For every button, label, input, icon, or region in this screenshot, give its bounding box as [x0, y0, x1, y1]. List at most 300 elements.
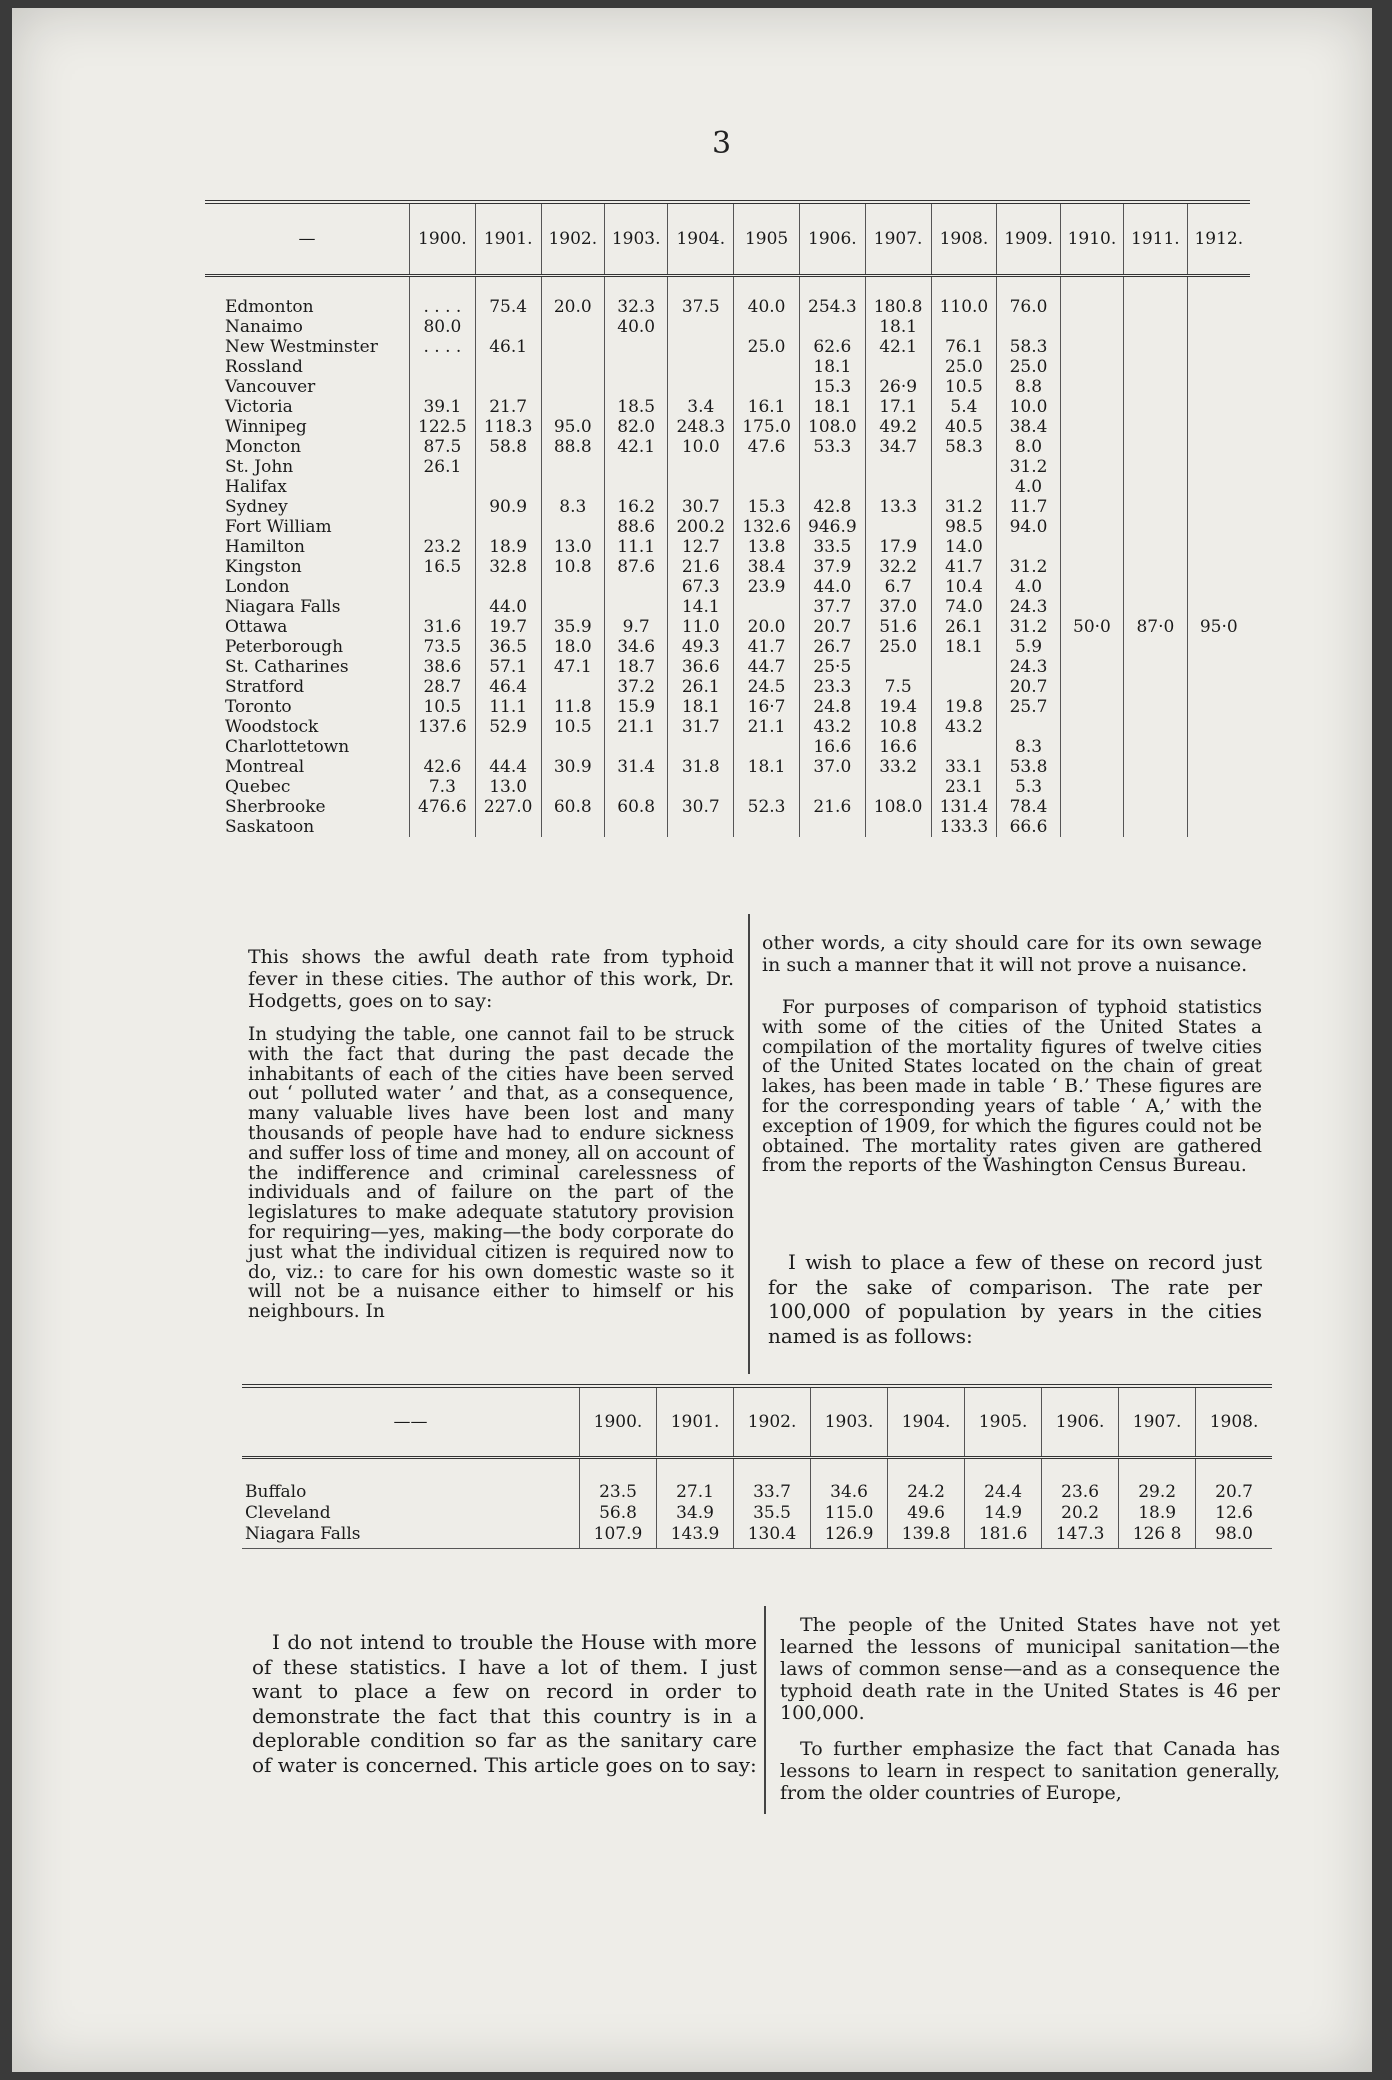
table-row [205, 797, 1250, 817]
rate-cell [1124, 317, 1187, 337]
rate-cell [1124, 417, 1187, 437]
rate-cell [1187, 437, 1250, 457]
rate-cell: 18.1 [799, 397, 865, 417]
rate-cell: 15.9 [604, 697, 667, 717]
rate-cell [1187, 557, 1250, 577]
table-row [205, 276, 1250, 318]
rate-cell [997, 537, 1060, 557]
rate-cell: 56.8 [580, 1503, 657, 1524]
rate-cell: 16.5 [410, 557, 476, 577]
rate-cell: 19.7 [475, 617, 541, 637]
rate-cell: 11.1 [604, 537, 667, 557]
rate-cell: 53.8 [997, 757, 1060, 777]
rate-cell: 10.5 [410, 697, 476, 717]
rate-cell: 9.7 [604, 617, 667, 637]
rate-cell: 20.7 [997, 677, 1060, 697]
table-row [205, 597, 1250, 617]
rate-cell [1187, 657, 1250, 677]
rate-cell: 23.2 [410, 537, 476, 557]
column-header-year: 1907. [1119, 1386, 1196, 1458]
rate-cell [799, 317, 865, 337]
column-header-label: —— [242, 1386, 580, 1458]
column-header-year: 1902. [541, 202, 604, 276]
rate-cell: 38.4 [734, 557, 800, 577]
rate-cell: 18.9 [475, 537, 541, 557]
rate-cell: 18.7 [604, 657, 667, 677]
rate-cell: 31.2 [997, 457, 1060, 477]
table-row [205, 457, 1250, 477]
rate-cell: 108.0 [865, 797, 931, 817]
rate-cell [865, 817, 931, 837]
rate-cell: 57.1 [475, 657, 541, 677]
rate-cell: 21.1 [734, 717, 800, 737]
rate-cell [541, 517, 604, 537]
rate-cell: 37.0 [799, 757, 865, 777]
rate-cell: 8.8 [997, 377, 1060, 397]
rate-cell: 20.0 [541, 276, 604, 318]
rate-cell: 37.2 [604, 677, 667, 697]
rate-cell [604, 737, 667, 757]
rate-cell: 32.2 [865, 557, 931, 577]
rate-cell [541, 377, 604, 397]
rate-cell: 30.7 [668, 497, 734, 517]
rate-cell [604, 777, 667, 797]
rate-cell [1124, 597, 1187, 617]
rate-cell [1187, 797, 1250, 817]
rate-cell: 18.0 [541, 637, 604, 657]
column-header-year: 1906. [799, 202, 865, 276]
rate-cell: 24.3 [997, 597, 1060, 617]
rate-cell: 8.3 [997, 737, 1060, 757]
rate-cell: 5.3 [997, 777, 1060, 797]
rate-cell [865, 517, 931, 537]
city-name: Nanaimo [225, 317, 303, 337]
column-header-label: — [205, 202, 410, 276]
rate-cell [1187, 317, 1250, 337]
rate-cell: 31.4 [604, 757, 667, 777]
rate-cell: 88.8 [541, 437, 604, 457]
table-row [205, 657, 1250, 677]
rate-cell: 44.0 [799, 577, 865, 597]
rate-cell [1060, 677, 1123, 697]
rate-cell [1060, 397, 1123, 417]
table-row [205, 737, 1250, 757]
rate-cell: 40.5 [931, 417, 997, 437]
rate-cell [1060, 797, 1123, 817]
rate-cell [1187, 757, 1250, 777]
paragraph-us-sanitation: The people of the United States have not yet learned the lessons of municipal sanitation—the laws of common sense—and as a consequence the typhoid death rate in the United States is 46 per 100,000. [780, 1614, 1280, 1724]
rate-cell [1187, 777, 1250, 797]
rate-cell: 4.0 [997, 477, 1060, 497]
column-header-year: 1910. [1060, 202, 1123, 276]
rate-cell [734, 817, 800, 837]
rate-cell: 95.0 [541, 417, 604, 437]
rate-cell [1124, 497, 1187, 517]
city-name: St. John [225, 457, 294, 477]
rate-cell: 31.2 [997, 557, 1060, 577]
rate-cell: 21.1 [604, 717, 667, 737]
city-name: Rossland [225, 357, 303, 377]
rate-cell [475, 817, 541, 837]
rate-cell [1187, 717, 1250, 737]
rate-cell: 14.1 [668, 597, 734, 617]
rate-cell [541, 737, 604, 757]
rate-cell: 13.8 [734, 537, 800, 557]
rate-cell [668, 777, 734, 797]
city-name: New Westminster [225, 337, 378, 357]
rate-cell: 38.6 [410, 657, 476, 677]
rate-cell: 16.2 [604, 497, 667, 517]
rate-cell: 49.3 [668, 637, 734, 657]
paragraph-europe: To further emphasize the fact that Canada has lessons to learn in respect to sanitation generally, from the older countries of Europe, [780, 1738, 1280, 1804]
rate-cell: 13.3 [865, 497, 931, 517]
table-row [205, 377, 1250, 397]
rate-cell [734, 737, 800, 757]
rate-cell: 26.7 [799, 637, 865, 657]
rate-cell: 44.4 [475, 757, 541, 777]
rate-cell: 41.7 [734, 637, 800, 657]
rate-cell: 46.4 [475, 677, 541, 697]
rate-cell [604, 477, 667, 497]
column-header-year: 1903. [811, 1386, 888, 1458]
rate-cell [1187, 697, 1250, 717]
rate-cell [475, 357, 541, 377]
rate-cell: 12.7 [668, 537, 734, 557]
page-number: 3 [712, 126, 732, 161]
rate-cell: 108.0 [799, 417, 865, 437]
rate-cell: 26·9 [865, 377, 931, 397]
rate-cell: 16·7 [734, 697, 800, 717]
rate-cell [799, 777, 865, 797]
rate-cell [410, 517, 476, 537]
rate-cell [604, 577, 667, 597]
rate-cell [1060, 637, 1123, 657]
rate-cell: 126.9 [811, 1524, 888, 1549]
rate-cell: 14.9 [965, 1503, 1042, 1524]
rate-cell: 18.5 [604, 397, 667, 417]
rate-cell: 52.9 [475, 717, 541, 737]
rate-cell: 18.9 [1119, 1503, 1196, 1524]
paragraph-statistics: I do not intend to trouble the House with more of these statistics. I have a lot of them. I just want to place a few on record in order to demonstrate the fact that this country is in a deplorable condition so far as the sanitary care of water is concerned. This article goes on to say: [252, 1630, 757, 1777]
rate-cell: 58.3 [931, 437, 997, 457]
rate-cell [865, 657, 931, 677]
column-header-year: 1906. [1042, 1386, 1119, 1458]
rate-cell [1187, 577, 1250, 597]
rate-cell [865, 477, 931, 497]
rate-cell [668, 357, 734, 377]
rate-cell [997, 717, 1060, 737]
rate-cell [1060, 317, 1123, 337]
rate-cell: 43.2 [931, 717, 997, 737]
rate-cell: 25.0 [734, 337, 800, 357]
rate-cell: 20.7 [799, 617, 865, 637]
rate-cell: 17.1 [865, 397, 931, 417]
column-header-year: 1908. [931, 202, 997, 276]
rate-cell [1124, 557, 1187, 577]
rate-cell [1060, 477, 1123, 497]
city-name: Ottawa [225, 617, 288, 637]
rate-cell: 23.1 [931, 777, 997, 797]
rate-cell: 44.7 [734, 657, 800, 677]
rate-cell: 34.6 [811, 1458, 888, 1504]
rate-cell [604, 597, 667, 617]
rate-cell: 11.7 [997, 497, 1060, 517]
rate-cell [1124, 717, 1187, 737]
rate-cell [1124, 397, 1187, 417]
rate-cell: 26.1 [668, 677, 734, 697]
rate-cell [1124, 697, 1187, 717]
rate-cell: 67.3 [668, 577, 734, 597]
rate-cell [604, 457, 667, 477]
rate-cell: 87.6 [604, 557, 667, 577]
table-row [242, 1503, 1272, 1524]
rate-cell: 36.5 [475, 637, 541, 657]
rate-cell: 41.7 [931, 557, 997, 577]
rate-cell [1124, 577, 1187, 597]
rate-cell: 23.3 [799, 677, 865, 697]
rate-cell: 10.0 [997, 397, 1060, 417]
rate-cell: 80.0 [410, 317, 476, 337]
table-row [205, 677, 1250, 697]
table-row [205, 617, 1250, 637]
rate-cell: 94.0 [997, 517, 1060, 537]
rate-cell [1124, 477, 1187, 497]
rate-cell: 62.6 [799, 337, 865, 357]
rate-cell: 35.9 [541, 617, 604, 637]
rate-cell: 10.4 [931, 577, 997, 597]
rate-cell: . . . . [410, 276, 476, 318]
rate-cell: 476.6 [410, 797, 476, 817]
city-name: Moncton [225, 437, 302, 457]
rate-cell [604, 817, 667, 837]
column-header-year: 1900. [410, 202, 476, 276]
rate-cell: 21.7 [475, 397, 541, 417]
rate-cell [541, 577, 604, 597]
rate-cell [865, 357, 931, 377]
paragraph-table-b-intro: For purposes of comparison of typhoid statistics with some of the cities of the United States a compilation of the mortality figures of twelve cities of the United States located on the chain of great lakes, has been made in table ‘ B.’ These figures are for the corresponding years of table ‘ A,’ with the exception of 1909, for which the figures could not be obtained. The mortality rates given are gathered from the reports of the Washington Census Bureau. [762, 997, 1262, 1177]
city-name: Woodstock [225, 717, 319, 737]
city-name: Winnipeg [225, 417, 307, 437]
rate-cell: 12.6 [1196, 1503, 1272, 1524]
rate-cell: 31.2 [997, 617, 1060, 637]
rate-cell: 43.2 [799, 717, 865, 737]
paragraph-intro: This shows the awful death rate from typhoid fever in these cities. The author of this work, Dr. Hodgetts, goes on to say: [248, 946, 734, 1012]
rate-cell: 33.2 [865, 757, 931, 777]
rate-cell [668, 737, 734, 757]
rate-cell: 50·0 [1060, 617, 1123, 637]
rate-cell [1187, 677, 1250, 697]
rate-cell [475, 517, 541, 537]
rate-cell: 131.4 [931, 797, 997, 817]
rate-cell: 13.0 [541, 537, 604, 557]
column-header-year: 1904. [888, 1386, 965, 1458]
city-name: Cleveland [245, 1503, 331, 1523]
rate-cell: 73.5 [410, 637, 476, 657]
rate-cell: 75.4 [475, 276, 541, 318]
rate-cell: 15.3 [799, 377, 865, 397]
rate-cell [734, 477, 800, 497]
rate-cell: 24.2 [888, 1458, 965, 1504]
rate-cell: 26.1 [931, 617, 997, 637]
rate-cell: 37.7 [799, 597, 865, 617]
rate-cell: 66.6 [997, 817, 1060, 837]
city-name: Fort William [225, 517, 332, 537]
column-header-year: 1905. [965, 1386, 1042, 1458]
rate-cell: 35.5 [734, 1503, 811, 1524]
city-name: Edmonton [225, 297, 314, 317]
rate-cell: 40.0 [604, 317, 667, 337]
rate-cell: 33.5 [799, 537, 865, 557]
rate-cell [1060, 457, 1123, 477]
rate-cell: 31.7 [668, 717, 734, 737]
rate-cell: 946.9 [799, 517, 865, 537]
rate-cell: 18.1 [799, 357, 865, 377]
rate-cell [1060, 697, 1123, 717]
city-name: Sydney [225, 497, 288, 517]
rate-cell: 8.3 [541, 497, 604, 517]
rate-cell [1187, 397, 1250, 417]
paragraph-record: I wish to place a few of these on record just for the sake of comparison. The rate per 100,000 of population by years in the cities named is as follows: [768, 1250, 1262, 1348]
rate-cell: 33.1 [931, 757, 997, 777]
city-name: Kingston [225, 557, 302, 577]
rate-cell [931, 657, 997, 677]
rate-cell [541, 457, 604, 477]
rate-cell: 34.7 [865, 437, 931, 457]
city-name: Saskatoon [225, 817, 315, 837]
city-name: Niagara Falls [242, 1524, 580, 1549]
rate-cell [1187, 817, 1250, 837]
rate-cell: 23.9 [734, 577, 800, 597]
rate-cell: 4.0 [997, 577, 1060, 597]
rate-cell [1060, 517, 1123, 537]
rate-cell: 30.7 [668, 797, 734, 817]
rate-cell: 14.0 [931, 537, 997, 557]
rate-cell: 51.6 [865, 617, 931, 637]
rate-cell [475, 577, 541, 597]
column-header-year: 1908. [1196, 1386, 1272, 1458]
rate-cell [1060, 757, 1123, 777]
rate-cell: 47.1 [541, 657, 604, 677]
rate-cell: . . . . [410, 337, 476, 357]
column-header-year: 1903. [604, 202, 667, 276]
rate-cell: 33.7 [734, 1458, 811, 1504]
table-row [205, 357, 1250, 377]
column-divider-bottom [764, 1606, 766, 1814]
rate-cell [1124, 537, 1187, 557]
table-row [205, 397, 1250, 417]
rate-cell [1187, 477, 1250, 497]
rate-cell: 13.0 [475, 777, 541, 797]
rate-cell: 37.9 [799, 557, 865, 577]
rate-cell [1187, 737, 1250, 757]
rate-cell: 76.0 [997, 276, 1060, 318]
rate-cell [541, 357, 604, 377]
rate-cell [1060, 377, 1123, 397]
city-name: London [225, 577, 290, 597]
rate-cell [799, 457, 865, 477]
rate-cell [734, 457, 800, 477]
rate-cell [410, 597, 476, 617]
city-name: Hamilton [225, 537, 305, 557]
city-name: Halifax [225, 477, 287, 497]
rate-cell: 25.7 [997, 697, 1060, 717]
table-row [242, 1458, 1272, 1504]
rate-cell [1060, 557, 1123, 577]
rate-cell: 5.4 [931, 397, 997, 417]
rate-cell [475, 477, 541, 497]
rate-cell: 42.1 [865, 337, 931, 357]
rate-cell [668, 477, 734, 497]
rate-cell [734, 597, 800, 617]
table-row [205, 437, 1250, 457]
rate-cell: 58.3 [997, 337, 1060, 357]
rate-cell: 10.5 [931, 377, 997, 397]
rate-cell [865, 777, 931, 797]
column-header-year: 1901. [475, 202, 541, 276]
table-row [242, 1524, 1272, 1549]
column-header-year: 1911. [1124, 202, 1187, 276]
rate-cell [931, 457, 997, 477]
rate-cell: 82.0 [604, 417, 667, 437]
rate-cell [410, 497, 476, 517]
rate-cell: 118.3 [475, 417, 541, 437]
table-row [205, 777, 1250, 797]
rate-cell: 19.8 [931, 697, 997, 717]
table-row [205, 577, 1250, 597]
rate-cell: 76.1 [931, 337, 997, 357]
rate-cell [1124, 377, 1187, 397]
rate-cell: 110.0 [931, 276, 997, 318]
rate-cell: 10.5 [541, 717, 604, 737]
rate-cell: 42.6 [410, 757, 476, 777]
paragraph-quote: In studying the table, one cannot fail to be struck with the fact that during the past decade the inhabitants of each of the cities have been served out ‘ polluted water ’ and that, as a consequence, many valuable lives have been lost and many thousands of people have had to endure sickness and suffer loss of time and money, all on account of the indifference and criminal carelessness of individuals and of failure on the part of the legislatures to make adequate statutory provision for requiring—yes, making—the body corporate do just what the individual citizen is required now to do, viz.: to care for his own domestic waste so it will not be a nuisance either to himself or his neighbours. In [248, 1024, 734, 1323]
typhoid-table-b [242, 1384, 1272, 1549]
rate-cell: 6.7 [865, 577, 931, 597]
rate-cell [1124, 777, 1187, 797]
rate-cell [604, 377, 667, 397]
table-row [205, 537, 1250, 557]
table-row [205, 697, 1250, 717]
rate-cell: 58.8 [475, 437, 541, 457]
rate-cell: 46.1 [475, 337, 541, 357]
rate-cell [1060, 497, 1123, 517]
rate-cell [1124, 337, 1187, 357]
rate-cell: 31.8 [668, 757, 734, 777]
table-row [205, 477, 1250, 497]
rate-cell [1124, 457, 1187, 477]
city-name: Victoria [225, 397, 293, 417]
rate-cell: 87·0 [1124, 617, 1187, 637]
rate-cell [1060, 737, 1123, 757]
rate-cell: 175.0 [734, 417, 800, 437]
rate-cell: 88.6 [604, 517, 667, 537]
rate-cell: 49.6 [888, 1503, 965, 1524]
rate-cell [931, 737, 997, 757]
rate-cell [1124, 637, 1187, 657]
rate-cell [734, 377, 800, 397]
rate-cell [1060, 437, 1123, 457]
rate-cell [1187, 417, 1250, 437]
table-row [205, 317, 1250, 337]
rate-cell [1060, 577, 1123, 597]
rate-cell: 26.1 [410, 457, 476, 477]
rate-cell [410, 817, 476, 837]
rate-cell: 254.3 [799, 276, 865, 318]
city-name: Peterborough [225, 637, 344, 657]
column-header-year: 1905 [734, 202, 800, 276]
rate-cell [541, 337, 604, 357]
rate-cell [1187, 276, 1250, 318]
